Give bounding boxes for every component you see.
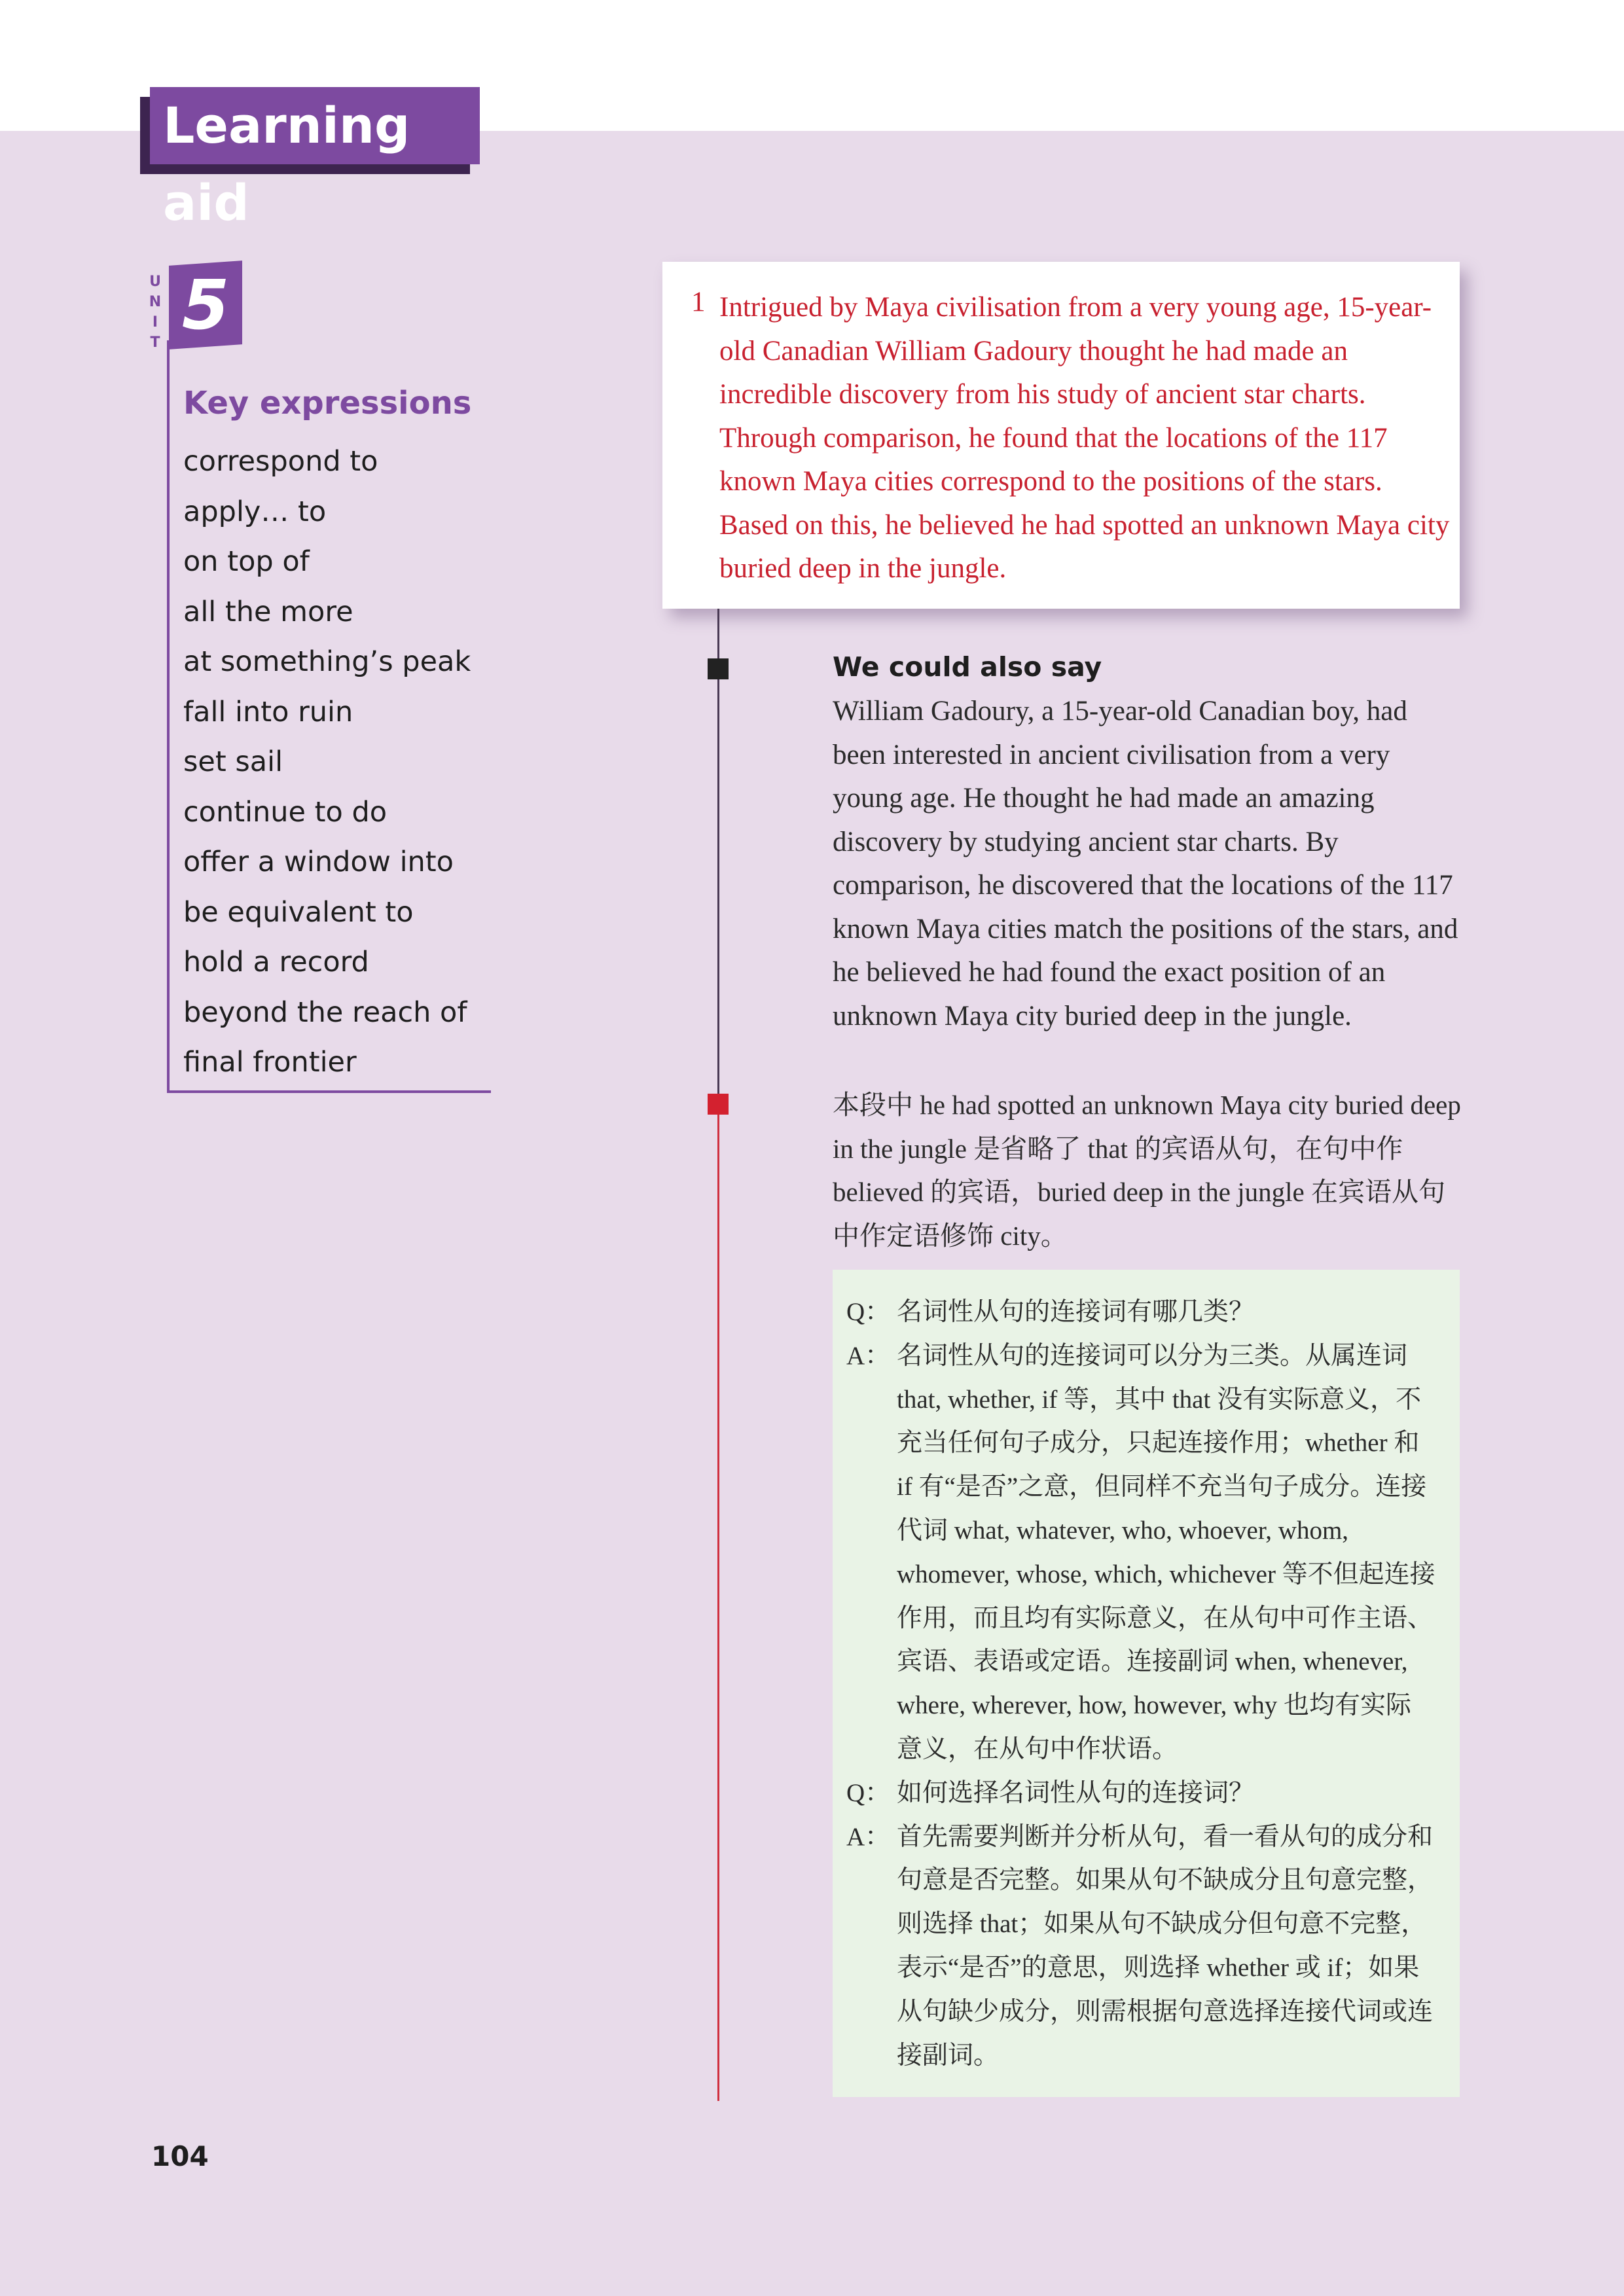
- qa-key: Q：: [846, 1778, 891, 1807]
- passage-text: Intrigued by Maya civilisation from a very young age, 15-year-old Canadian William Gadoury thought he had made an incredible discovery from his study of ancient star charts. Through comparison, he found that the locations of the 117 known Maya cities correspond to the positions of the stars. Based on this, he believed he had spotted an unknown Maya city buried deep in the jungle.: [719, 292, 1450, 584]
- key-expression-item: correspond to: [183, 445, 378, 478]
- key-expressions-list: [183, 437, 471, 1088]
- unit-label-letter: T: [150, 334, 160, 351]
- key-expression-item: offer a window into: [183, 846, 454, 878]
- qa-item: [846, 1772, 1435, 1816]
- qa-key: A：: [846, 1822, 891, 1851]
- alternative-marker-icon: [708, 658, 729, 679]
- qa-key: Q：: [846, 1298, 891, 1326]
- key-expression-item: on top of: [183, 545, 310, 578]
- key-expression-item: fall into ruin: [183, 695, 353, 728]
- key-expression-item: set sail: [183, 745, 283, 778]
- unit-label-text: [145, 272, 165, 353]
- qa-item: [846, 1291, 1435, 1335]
- key-expression-item: apply… to: [183, 495, 327, 528]
- passage-number: 1: [691, 287, 706, 317]
- alternative-text: William Gadoury, a 15-year-old Canadian boy, had been interested in ancient civilisation from a very young age. He thought he had made an amazing discovery by studying ancient star charts. By comparison, he discovered that the locations of the 117 known Maya cities match the positions of the stars, and he believed he had found the exact position of an unknown Maya city buried deep in the jungle.: [833, 696, 1458, 1031]
- qa-key: A：: [846, 1341, 891, 1370]
- unit-label: [145, 272, 165, 353]
- unit-label-letter: U: [149, 274, 161, 290]
- alternative-title: We could also say: [833, 651, 1102, 683]
- qa-item: [846, 1816, 1435, 2078]
- key-expression-item: beyond the reach of: [183, 996, 467, 1029]
- qa-item: [846, 1335, 1435, 1772]
- unit-bracket-vertical: [167, 340, 170, 1093]
- key-expression-item: final frontier: [183, 1046, 357, 1079]
- page-number: 104: [151, 2140, 209, 2172]
- qa-text: 如何选择名词性从句的连接词？: [897, 1778, 1255, 1807]
- unit-label-letter: N: [149, 294, 162, 310]
- unit-number: 5: [181, 265, 230, 345]
- qa-list: [846, 1291, 1435, 2077]
- unit-label-letter: I: [152, 314, 158, 331]
- qa-text: 首先需要判断并分析从句，看一看从句的成分和句意是否完整。如果从句不缺成分且句意完整，则选择 that；如果从句不缺成分但句意不完整，表示“是否”的意思，则选择 whether 或 if；如果从句缺少成分，则需根据句意选择连接代词或连接副词。: [897, 1822, 1434, 2070]
- grammar-note: 本段中 he had spotted an unknown Maya city buried deep in the jungle 是省略了 that 的宾语从句，在句中作 believed 的宾语，buried deep in the jungle 在宾语从句中作定语修饰 city。: [833, 1090, 1461, 1251]
- timeline-red-line: [717, 1101, 719, 2101]
- qa-text: 名词性从句的连接词可以分为三类。从属连词 that, whether, if 等，其中 that 没有实际意义，不充当任何句子成分，只起连接作用；whether 和 if 有“是否”之意，但同样不充当句子成分。连接代词 what, whatever, who, whoever, whom, whomever, whose, which, whichever 等不但起连接作用，而且均有实际意义，在从句中可作主语、宾语、表语或定语。连接副词 when, whenever, where, wherever, how, however, why 也均有实际意义，在从句中作状语。: [897, 1341, 1435, 1763]
- key-expression-item: hold a record: [183, 946, 369, 978]
- grammar-marker-icon: [708, 1094, 729, 1115]
- key-expressions-title: Key expressions: [183, 385, 472, 422]
- key-expression-item: at something’s peak: [183, 645, 471, 678]
- section-title: Learning aid: [150, 87, 480, 164]
- key-expression-item: all the more: [183, 595, 353, 628]
- key-expression-item: be equivalent to: [183, 895, 414, 929]
- unit-bracket-horizontal: [167, 1090, 491, 1093]
- timeline-dark-line: [717, 609, 719, 1101]
- qa-text: 名词性从句的连接词有哪几类？: [897, 1298, 1255, 1326]
- key-expression-item: continue to do: [183, 795, 388, 829]
